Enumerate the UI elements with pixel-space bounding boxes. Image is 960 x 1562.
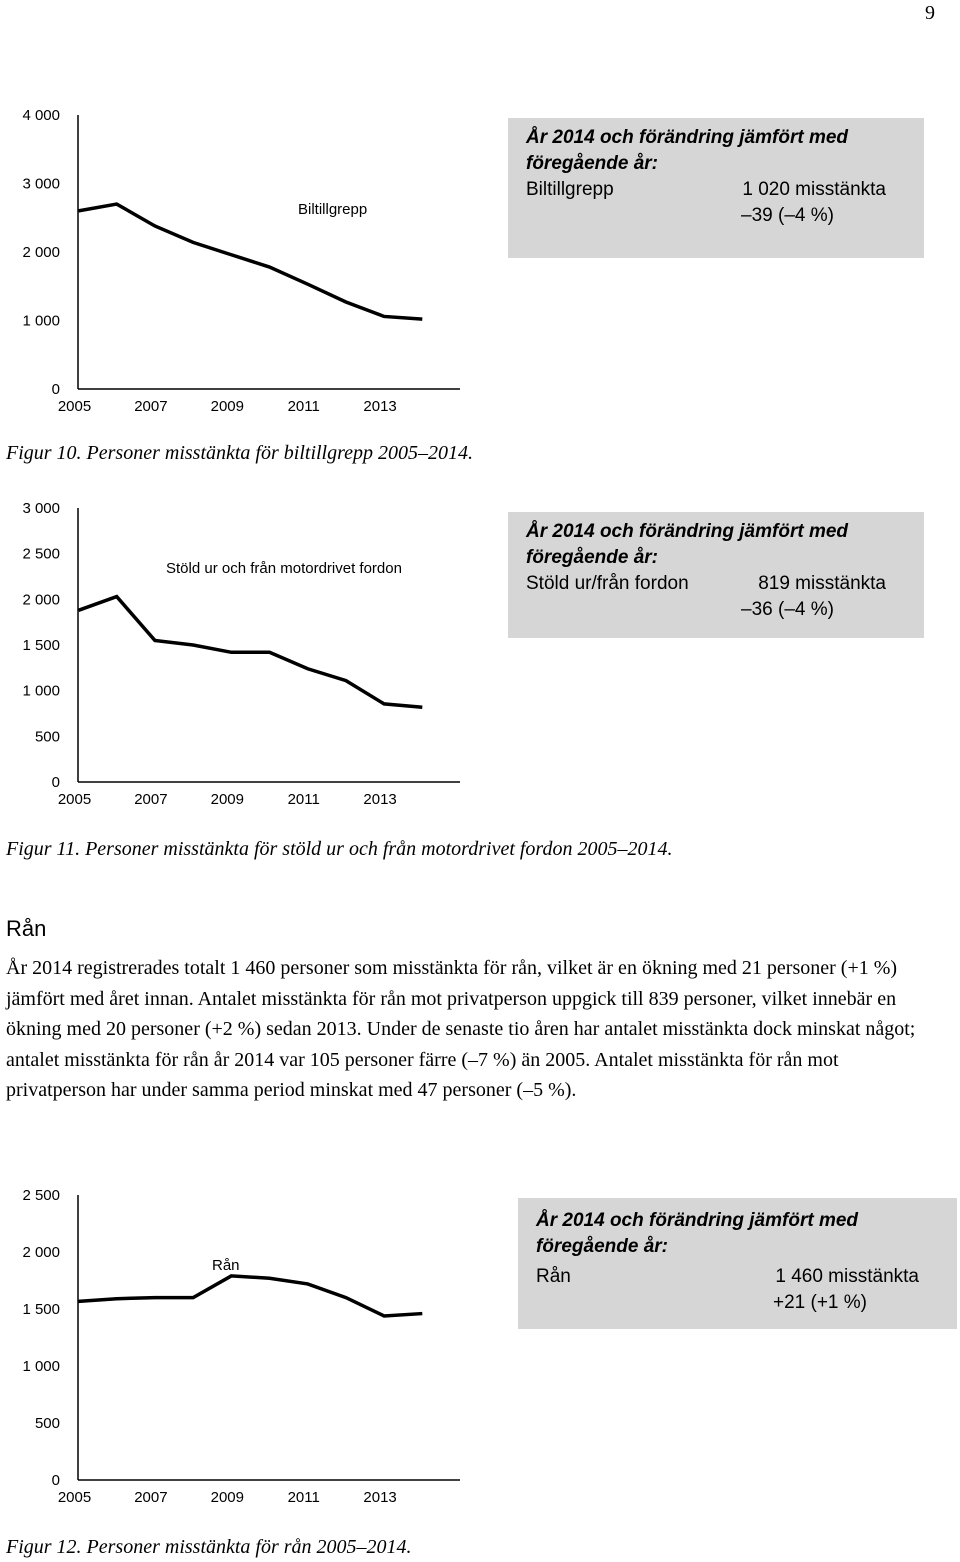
infobox-ran xyxy=(518,1198,957,1329)
chart-biltillgrepp-svg xyxy=(0,100,470,430)
infobox-stold-fordon xyxy=(508,512,924,638)
y-tick-label: 3 000 xyxy=(22,175,60,193)
y-tick-label: 2 000 xyxy=(22,591,60,609)
x-tick-label: 2005 xyxy=(57,791,92,808)
infobox-count: 1 460 misstänkta xyxy=(775,1266,919,1287)
y-tick-label: 2 000 xyxy=(22,1244,60,1261)
infobox-crime-name: Biltillgrepp xyxy=(526,179,614,200)
infobox-header: År 2014 och förändring jämfört med föregående år: xyxy=(536,1210,859,1257)
x-tick-label: 2011 xyxy=(287,1489,320,1506)
x-tick-label: 2007 xyxy=(134,1489,168,1506)
chart-stold-fordon-svg xyxy=(0,495,470,820)
figure-caption: Figur 10. Personer misstänkta för biltillgrepp 2005–2014. xyxy=(6,442,474,464)
chart-ran xyxy=(0,1182,470,1512)
y-tick-label: 4 000 xyxy=(22,107,60,124)
y-tick-label: 1 500 xyxy=(22,637,60,654)
figure-caption: Figur 11. Personer misstänkta för stöld ur och från motordrivet fordon 2005–2014. xyxy=(6,838,673,860)
infobox-crime-name: Rån xyxy=(536,1266,571,1287)
y-tick-label: 0 xyxy=(51,1472,60,1489)
infobox-change: +21 (+1 %) xyxy=(773,1292,867,1313)
chart-biltillgrepp xyxy=(0,100,470,430)
section-paragraph: År 2014 registrerades totalt 1 460 personer som misstänkta för rån, vilket är en ökning med 21 personer (+1 %) jämfört med året innan. Antalet misstänkta för rån mot privatperson uppgick till 839 personer, vilket innebär en ökning med 20 personer (+2 %) sedan 2013. Under de senaste tio åren har antalet misstänkta dock minskat något; antalet misstänkta för rån år 2014 var 105 personer färre (–7 %) än 2005. Antalet misstänkta för rån mot privatperson har under samma period minskat med 47 personer (–5 %). xyxy=(6,957,916,1101)
series-line xyxy=(79,204,423,319)
y-tick-label: 2 000 xyxy=(22,244,60,261)
section-title: Rån xyxy=(6,916,47,941)
x-tick-label: 2011 xyxy=(287,398,320,415)
x-tick-label: 2011 xyxy=(287,791,320,808)
infobox-header: År 2014 och förändring jämfört med föregående år: xyxy=(526,521,849,568)
infobox-crime-name: Stöld ur/från fordon xyxy=(526,573,689,594)
y-tick-label: 3 000 xyxy=(22,500,60,517)
x-tick-label: 2013 xyxy=(363,791,397,808)
y-tick-label: 500 xyxy=(34,728,60,746)
figure-caption: Figur 12. Personer misstänkta för rån 2005–2014. xyxy=(6,1536,412,1558)
series-line xyxy=(79,1276,423,1316)
x-tick-label: 2009 xyxy=(210,398,244,415)
infobox-change: –36 (–4 %) xyxy=(741,599,834,620)
x-tick-label: 2013 xyxy=(363,1489,397,1506)
y-tick-label: 0 xyxy=(51,774,60,791)
series-line xyxy=(79,597,423,708)
series-label: Rån xyxy=(212,1257,240,1274)
y-tick-label: 1 000 xyxy=(22,312,60,330)
y-tick-label: 1 000 xyxy=(22,1358,60,1375)
y-tick-label: 2 500 xyxy=(22,545,60,563)
y-tick-label: 1 000 xyxy=(22,682,60,700)
infobox-change: –39 (–4 %) xyxy=(741,205,834,226)
series-label: Stöld ur och från motordrivet fordon xyxy=(166,560,402,577)
infobox-header: År 2014 och förändring jämfört med föregående år: xyxy=(526,127,849,174)
x-tick-label: 2013 xyxy=(363,398,397,415)
y-tick-label: 2 500 xyxy=(22,1187,60,1204)
chart-ran-svg xyxy=(0,1182,470,1512)
x-tick-label: 2009 xyxy=(210,791,244,808)
infobox-count: 1 020 misstänkta xyxy=(742,179,886,200)
x-tick-label: 2005 xyxy=(57,1489,92,1506)
infobox-biltillgrepp xyxy=(508,118,924,258)
y-tick-label: 1 500 xyxy=(22,1301,60,1318)
series-label: Biltillgrepp xyxy=(298,201,368,218)
y-tick-label: 500 xyxy=(34,1415,60,1432)
x-tick-label: 2005 xyxy=(57,398,92,415)
x-tick-label: 2007 xyxy=(134,791,168,808)
x-tick-label: 2007 xyxy=(134,398,168,415)
page-number: 9 xyxy=(925,2,935,24)
chart-stold-fordon xyxy=(0,495,470,820)
infobox-count: 819 misstänkta xyxy=(758,573,886,594)
x-tick-label: 2009 xyxy=(210,1489,244,1506)
y-tick-label: 0 xyxy=(51,381,60,398)
